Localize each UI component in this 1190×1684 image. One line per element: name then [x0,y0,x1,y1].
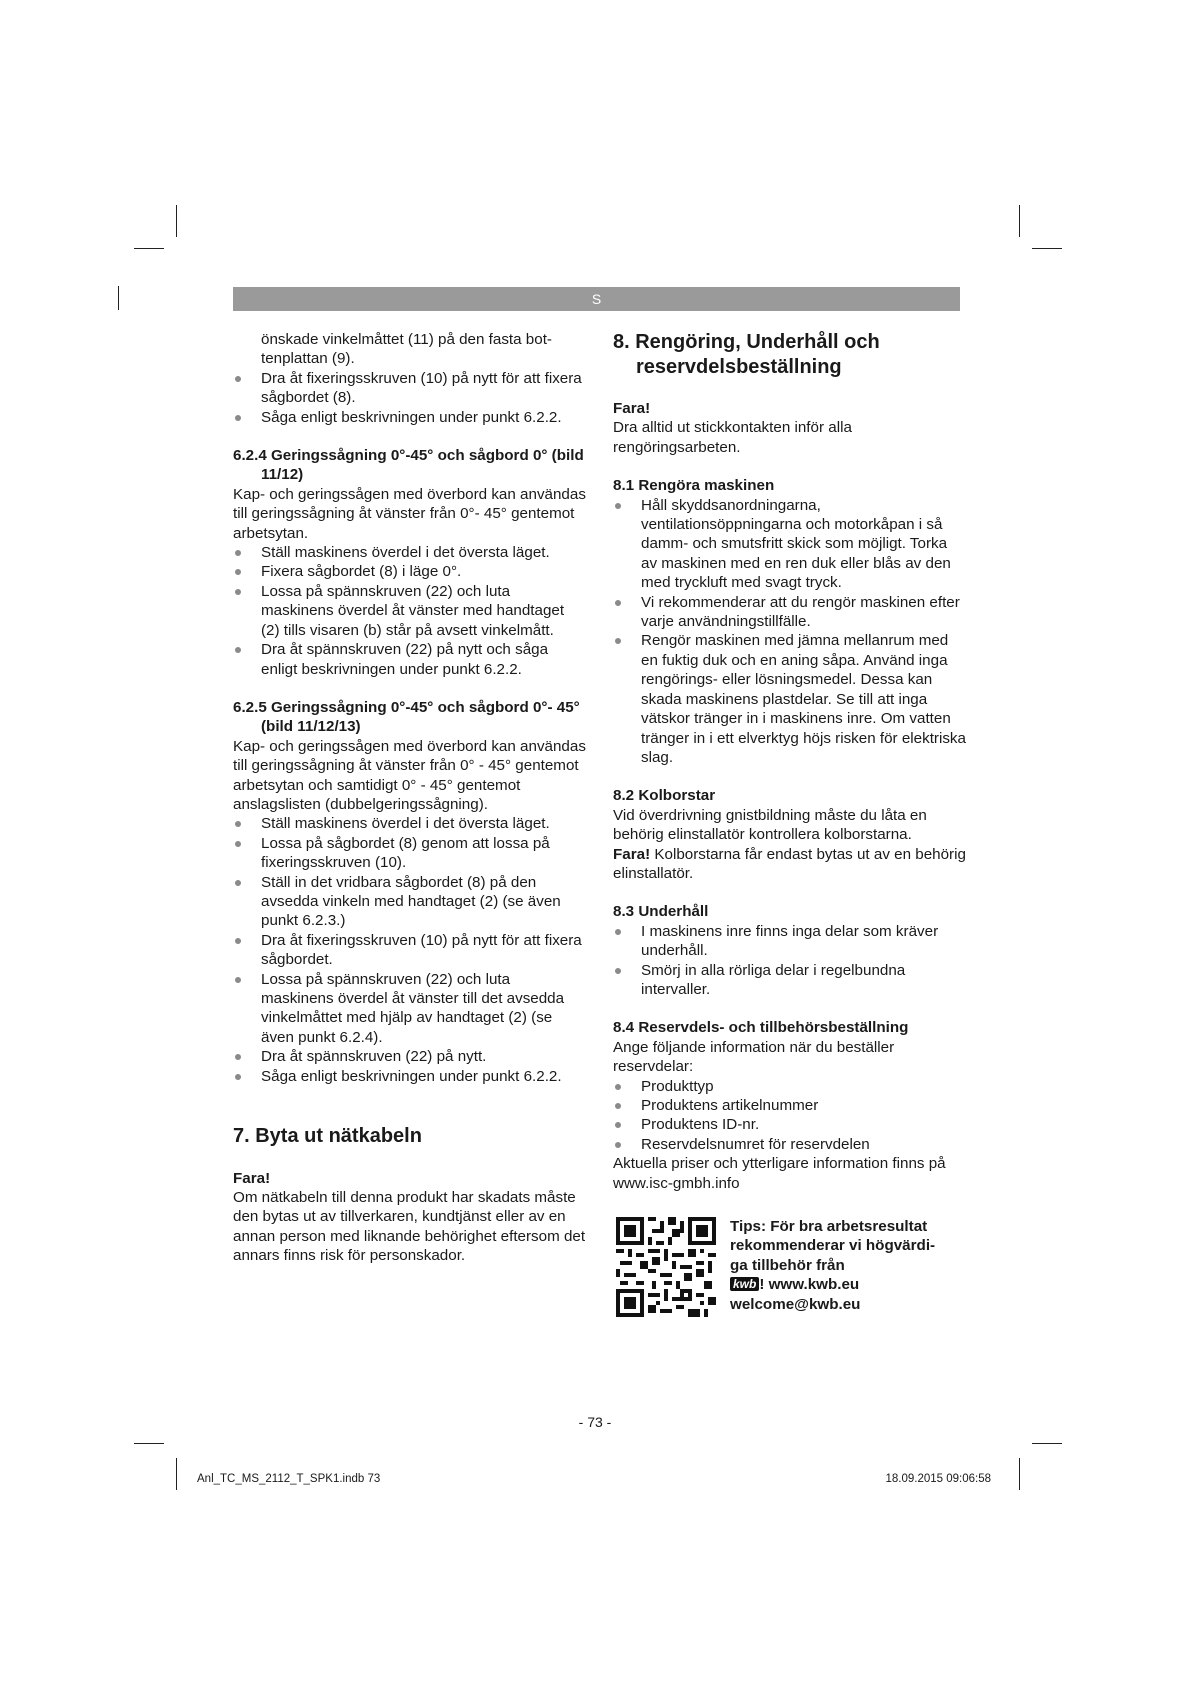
list-item: Ställ maskinens överdel i det översta läget. [233,543,586,562]
section-text: Vid överdrivning gnistbildning måste du låta en behörig elinstallatör kontrollera kolborstarna. [613,806,927,844]
list-item: Dra åt spännskruven (22) på nytt. [233,1047,586,1066]
bullet-list-8-1 [613,496,966,768]
tips-email: welcome@kwb.eu [730,1295,861,1313]
section-heading-8 [613,330,966,379]
danger-label: Fara! [613,400,651,417]
section-text: Ange följande information när du beställer reservdelar: [613,1038,895,1076]
right-column [613,330,966,1329]
list-item: Fixera sågbordet (8) i läge 0°. [233,562,586,581]
intro-line: tenplattan (9). [261,350,355,368]
section-text: Kap- och geringssågen med överbord kan användas till geringssågning åt vänster från 0°- 45° gentemot arbetsytan. [233,485,586,542]
list-item: Vi rekommenderar att du rengör maskinen efter varje användningstillfälle. [613,593,966,632]
language-label: S [591,291,602,307]
section-heading-6-2-4: 6.2.4 Geringssågning 0°-45° och sågbord 0° (bild 11/12) [233,447,584,484]
list-item: Dra åt fixeringsskruven (10) på nytt för att fixera sågbordet (8). [233,369,586,408]
list-item: Såga enligt beskrivningen under punkt 6.2.2. [233,1067,586,1086]
list-item: Smörj in alla rörliga delar i regelbundna intervaller. [613,961,966,1000]
list-item: Produkttyp [613,1077,966,1096]
bullet-list-6-2-5 [233,814,586,1086]
list-item: Rengör maskinen med jämna mellanrum med en fuktig duk och en aning såpa. Använd inga rengörings- eller lösningsmedel. Dessa kan skada maskinens plastdelar. Se till att inga vätskor tränger in i maskinens inre. Om vatten tränger in i ett elverktyg höjs risken för elektriska slag. [613,631,966,767]
section-heading-7: 7. Byta ut nätkabeln [233,1125,422,1148]
crop-mark [176,205,177,237]
danger-label: Fara! [233,1169,271,1187]
crop-mark [1032,1443,1062,1444]
section-heading-8-4: 8.4 Reservdels- och tillbehörsbeställning [613,1019,909,1037]
tips-text [730,1217,970,1314]
crop-mark [118,286,119,310]
list-item: Lossa på sågbordet (8) genom att lossa på fixeringsskruven (10). [233,834,586,873]
danger-paragraph [613,845,966,884]
heading-line: 8. Rengöring, Underhåll och [613,331,880,353]
crop-mark [134,248,164,249]
section-heading-8-1: 8.1 Rengöra maskinen [613,477,775,495]
list-item: Lossa på spännskruven (22) och luta maskinens överdel åt vänster med handtaget (2) tills visaren (b) står på avsett vinkelmått. [233,582,586,640]
list-item: Ställ maskinens överdel i det översta läget. [233,814,586,833]
left-column [233,330,586,1266]
section-text: Aktuella priser och ytterligare information finns på www.isc-gmbh.info [613,1155,946,1192]
tips-line: ga tillbehör från [730,1256,845,1274]
tips-line: rekommenderar vi högvärdi- [730,1237,936,1255]
language-header-bar [233,287,960,311]
tips-box [613,1217,966,1329]
intro-continuation [233,330,586,369]
bullet-list-8-3 [613,922,966,1000]
footer-file-name: Anl_TC_MS_2112_T_SPK1.indb 73 [197,1473,381,1485]
section-heading-8-3: 8.3 Underhåll [613,903,709,921]
list-item: Håll skyddsanordningarna, ventilationsöppningarna och motorkåpan i så damm- och smutsfritt skick som möjligt. Torka av maskinen med en ren duk eller blås av den med tryckluft med svagt tryck. [613,496,966,593]
danger-text: Kolborstarna får endast bytas ut av en behörig elinstallatör. [613,845,966,882]
kwb-logo: kwb [730,1277,759,1291]
crop-mark [1019,205,1020,237]
bullet-list-6-2-4 [233,543,586,679]
list-item: Såga enligt beskrivningen under punkt 6.2.2. [233,408,586,427]
section-heading-6-2-5: 6.2.5 Geringssågning 0°-45° och sågbord 0°- 45° (bild 11/12/13) [233,698,580,736]
section-text: Om nätkabeln till denna produkt har skadats måste den bytas ut av tillverkaren, kundtjänst eller av en annan person med liknande behörighet eftersom det annars finns risk för personskador. [233,1188,586,1265]
bullet-list-8-4 [613,1077,966,1155]
tips-line: Tips: För bra arbetsresultat [730,1218,928,1236]
footer-timestamp: 18.09.2015 09:06:58 [885,1473,991,1485]
danger-label: Fara! [613,845,651,863]
tips-url: ! www.kwb.eu [759,1276,860,1294]
list-item: Dra åt fixeringsskruven (10) på nytt för att fixera sågbordet. [233,931,586,970]
section-text: Dra alltid ut stickkontakten inför alla rengöringsarbeten. [613,419,852,456]
intro-bullet-list [233,369,586,427]
crop-mark [1032,248,1062,249]
section-heading-8-2: 8.2 Kolborstar [613,787,716,805]
list-item: Produktens artikelnummer [613,1096,966,1115]
list-item: I maskinens inre finns inga delar som kräver underhåll. [613,922,966,961]
page-number: - 73 - [578,1414,612,1430]
list-item: Ställ in det vridbara sågbordet (8) på den avsedda vinkeln med handtaget (2) (se även punkt 6.2.3.) [233,873,586,931]
section-text: Kap- och geringssågen med överbord kan användas till geringssågning åt vänster från 0° - 45° gentemot arbetsytan och samtidigt 0° - 45° gentemot anslagslisten (dubbelgeringssågning). [233,737,586,813]
heading-line: reservdelsbeställning [636,355,842,378]
intro-line: önskade vinkelmåttet (11) på den fasta bot- [261,331,552,348]
list-item: Reservdelsnumret för reservdelen [613,1135,966,1154]
list-item: Dra åt spännskruven (22) på nytt och såga enligt beskrivningen under punkt 6.2.2. [233,640,586,679]
list-item: Produktens ID-nr. [613,1115,966,1134]
crop-mark [134,1443,164,1444]
crop-mark [176,1458,177,1490]
qr-code-icon [616,1217,716,1317]
list-item: Lossa på spännskruven (22) och luta maskinens överdel åt vänster till det avsedda vinkelmåttet med hjälp av handtaget (2) (se även punkt 6.2.4). [233,970,586,1048]
crop-mark [1019,1458,1020,1490]
